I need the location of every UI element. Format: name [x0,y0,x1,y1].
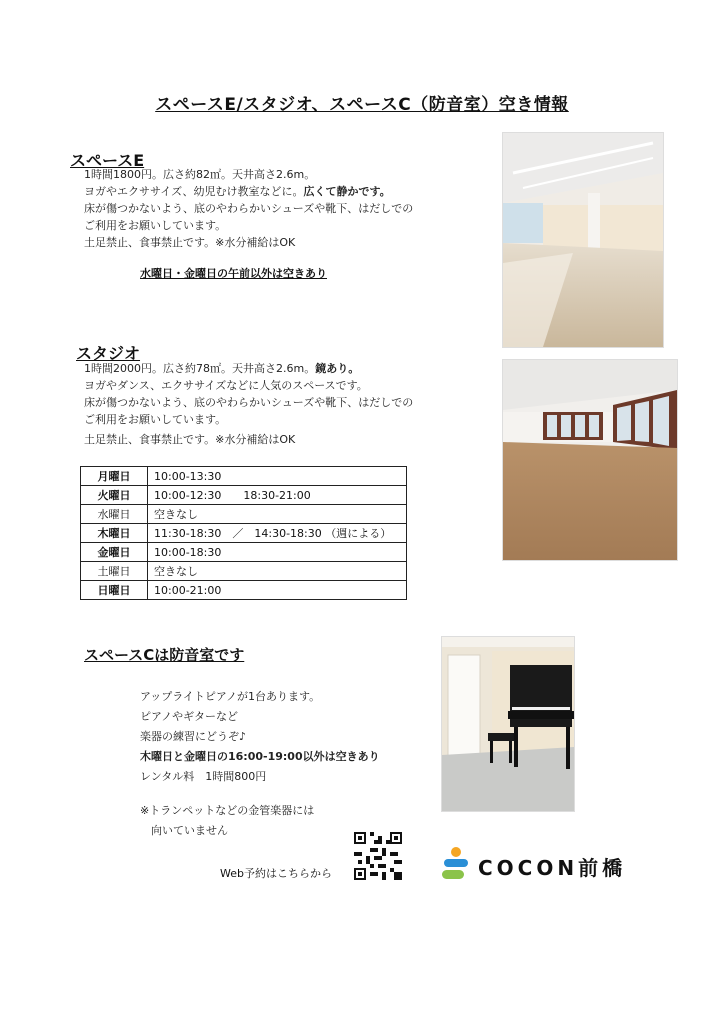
studio-line: ご利用をお願いしています。 [84,413,227,426]
space-c-line: アップライトピアノが1台あります。 [140,690,321,703]
space-c-note: ※トランペットなどの金管楽器には [140,804,315,817]
space-c-availability: 木曜日と金曜日の16:00-19:00以外は空きあり [140,750,380,763]
space-e-line: ヨガやエクササイズ、幼児むけ教室などに。 [84,185,304,198]
schedule-day: 日曜日 [81,581,148,600]
page-title: スペースE/スタジオ、スペースC（防音室）空き情報 [155,95,569,115]
qr-code-icon[interactable] [354,832,402,880]
web-reservation-label: Web予約はこちらから [220,867,332,880]
schedule-day: 金曜日 [81,543,148,562]
space-e-room-image [503,133,663,347]
studio-line: 1時間2000円。広さ約78㎡。天井高さ2.6m。 [84,362,316,375]
studio-photo [502,359,678,561]
space-e-line: 1時間1800円。広さ約82㎡。天井高さ2.6m。 [84,168,316,181]
space-c-photo [441,636,575,812]
space-c-line: 楽器の練習にどうぞ♪ [140,730,247,743]
space-c-heading: スペースCは防音室です [84,646,245,664]
cocon-logo-text: COCON前橋 [478,856,627,880]
table-row [81,562,407,581]
space-e-line: 土足禁止、食事禁止です。※水分補給はOK [84,236,296,249]
space-e-line: 床が傷つかないよう、底のやわらかいシューズや靴下、はだしでの [84,202,414,215]
table-row [81,486,407,505]
studio-schedule-table [80,466,407,600]
schedule-day: 月曜日 [81,467,148,486]
table-row [81,505,407,524]
cocon-logo-icon [440,846,472,882]
space-e-photo [502,132,664,348]
schedule-day: 木曜日 [81,524,148,543]
piano-room-image [442,637,574,811]
studio-room-image [503,360,677,560]
studio-heading: スタジオ [76,344,141,363]
table-row [81,467,407,486]
schedule-time: 10:00-12:30 18:30-21:00 [148,486,407,505]
schedule-time: 空きなし [148,562,407,581]
space-e-bold-phrase: 広くて静かです。 [303,185,391,198]
schedule-day: 火曜日 [81,486,148,505]
schedule-time: 11:30-18:30 ／ 14:30-18:30 （週による） [148,524,407,543]
studio-line: ヨガやダンス、エクササイズなどに人気のスペースです。 [84,379,368,392]
schedule-time: 空きなし [148,505,407,524]
space-e-heading: スペースE [70,151,145,170]
qr-code-graphic [354,832,402,880]
studio-description [84,360,413,448]
table-row [81,524,407,543]
space-e-availability: 水曜日・金曜日の午前以外は空きあり [140,267,327,280]
table-row [81,581,407,600]
schedule-day: 水曜日 [81,505,148,524]
studio-bold-phrase: 鏡あり。 [315,362,360,375]
space-e-description [84,166,413,251]
schedule-day: 土曜日 [81,562,148,581]
space-c-note: 向いていません [140,824,228,837]
schedule-time: 10:00-13:30 [148,467,407,486]
studio-line: 床が傷つかないよう、底のやわらかいシューズや靴下、はだしでの [84,396,414,409]
table-row [81,543,407,562]
studio-line: 土足禁止、食事禁止です。※水分補給はOK [84,433,296,446]
space-c-line: ピアノやギターなど [140,710,239,723]
space-e-line: ご利用をお願いしています。 [84,219,227,232]
schedule-time: 10:00-21:00 [148,581,407,600]
schedule-time: 10:00-18:30 [148,543,407,562]
space-c-description [140,687,380,841]
space-c-fee: レンタル料 1時間800円 [140,770,267,783]
